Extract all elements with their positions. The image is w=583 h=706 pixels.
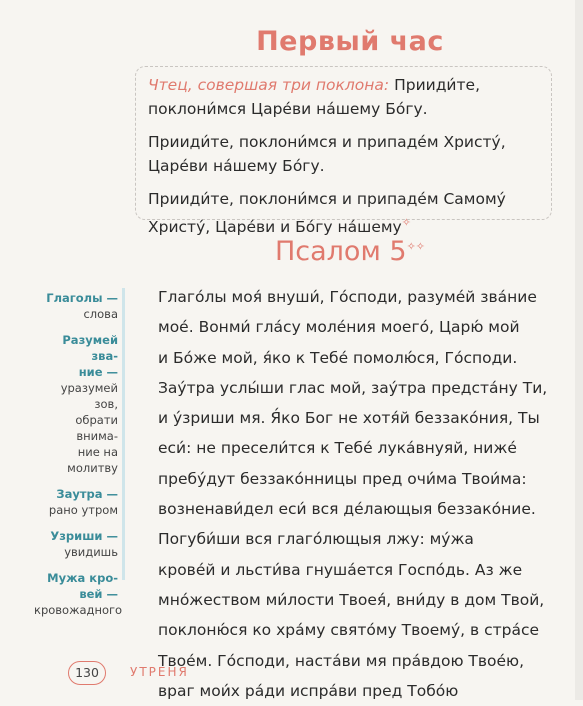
psalm-line: враг мои́х ра́ди испра́ви пред Тобо́ю [158,681,459,700]
section-name: УТРЕНЯ [130,665,189,679]
psalm-line: пребу́дут беззако́нницы пред очи́ма Твои́ма: [158,469,527,488]
gloss-term: Узриши — [50,529,118,543]
gloss-term: Разумей зва- [62,333,118,363]
psalm-title [160,236,540,267]
psalm-line: Глаго́лы моя́ внуши́, Го́споди, разуме́й зва́ние [158,288,537,306]
box-p2-line1: Прииди́те, поклони́мся и припаде́м Христу́, [148,133,506,151]
box-paragraph-3 [148,187,541,239]
star-icon: ✧ [401,216,411,229]
gloss-def: увидишь [64,545,118,559]
psalm-line: крове́й и льсти́ва гнуша́ется Госпо́дь. Аз же [158,560,523,579]
psalm-line: мое́. Вонми́ гла́су моле́ния моего́, Царю́ мой [158,318,520,337]
gloss-def: рано утром [48,503,118,517]
psalm-line: и Бо́же мой, я́ко к Тебе́ помолю́ся, Го́споди. [158,348,518,367]
glossary-divider [122,288,125,580]
gloss-term: Глаголы — [46,291,118,305]
psalm-line: возненави́дел еси́ вся де́лающыя беззако́ние. [158,500,536,519]
reader-instruction-box [135,66,552,237]
gloss-term: Заутра — [56,487,118,501]
gloss-term-cont: ние — [78,365,118,379]
gloss-def: уразумей зов, [60,381,118,411]
gloss-def: кровожадного [34,603,123,617]
gloss-def-cont: обрати внима- [75,413,118,443]
psalm-line: Твое́м. Го́споди, наста́ви мя пра́вдою Твое́ю, [158,651,525,670]
box-p1-rest: Прииди́те, [394,76,481,94]
box-p2-line2: Царе́ви на́шему Бо́гу. [148,157,325,175]
psalm-line: поклоню́ся ко хра́му свято́му Твоему́, в стра́се [158,621,540,640]
box-p3-line1: Прииди́те, поклони́мся и припаде́м Самому́ [148,190,506,208]
gloss-term: Мужа кро- [47,571,118,585]
psalm-line: и у́зриши мя. Я́ко Бог не хотя́й беззако́ния, Ты [158,409,540,428]
gloss-def-cont: ние на молитву [67,445,118,475]
box-paragraph-1 [148,73,541,121]
box-p1-line2: поклони́мся Царе́ви на́шему Бо́гу. [148,100,428,118]
psalm-text [158,282,558,706]
box-paragraph-2 [148,130,541,178]
gloss-def: слова [83,307,118,321]
glossary-sidebar [34,290,123,628]
gloss-term-cont: вей — [79,587,118,601]
psalm-line: Погуби́ши вся глаго́лющыя лжу: му́жа [158,530,474,549]
psalm-line: еси́: не пресели́тся к Тебе́ лука́внуяй, ниже́ [158,439,517,458]
box-p3-line2: Христу́, Царе́ви и Бо́гу на́шему [148,218,402,237]
psalm-line: мно́жеством ми́лости Твоея́, вни́ду в дом Твой, [158,590,545,609]
double-star-icon: ✧✧ [406,240,426,253]
page-title-first-hour: Первый час [256,26,444,57]
psalm-line: Зау́тра услы́ши глас мой, зау́тра предста́ну Ти, [158,378,548,397]
psalm-title-text: Псалом 5 [274,236,407,267]
page-edge [575,0,583,700]
page-number: 130 [68,661,106,685]
rubric-text: Чтец, совершая три поклона: [148,76,390,94]
